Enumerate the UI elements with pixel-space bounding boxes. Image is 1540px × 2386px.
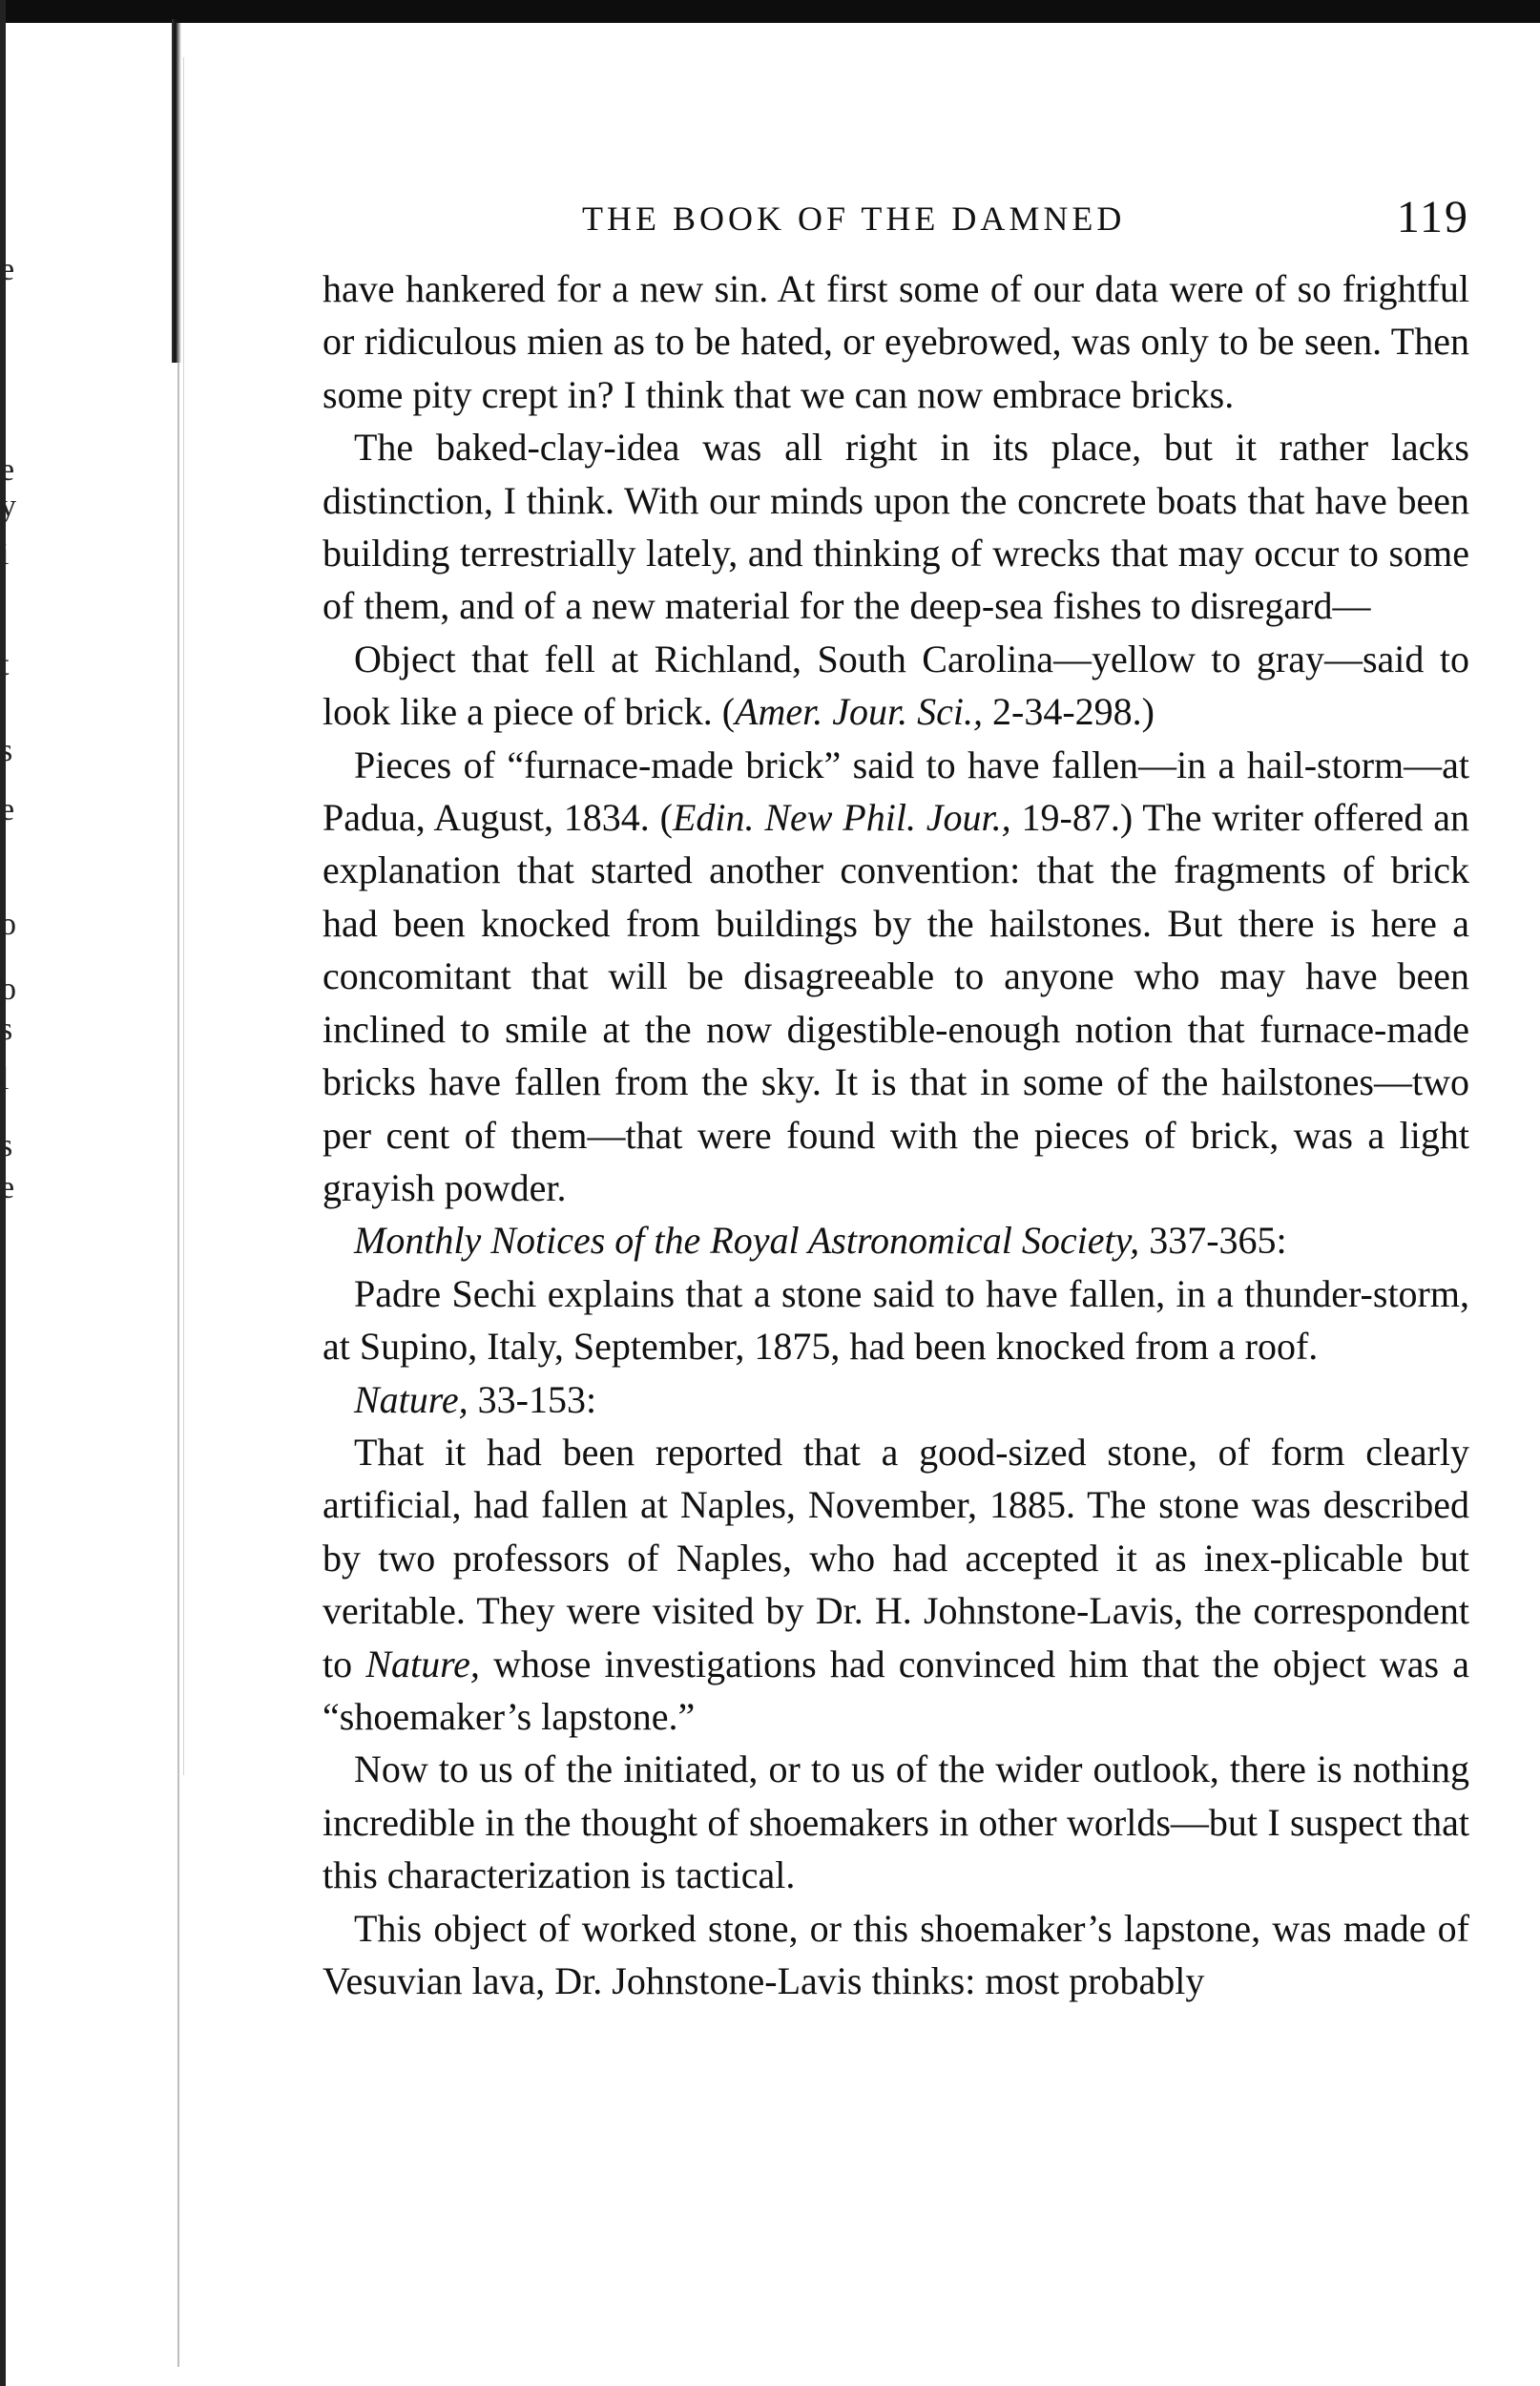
italic-citation: Nature, [365,1642,480,1685]
margin-letter: e [0,452,15,488]
margin-letter: e [0,1170,15,1205]
italic-citation: Edin. New Phil. Jour., [672,796,1011,840]
text-run: have hankered for a new sin. At first some of our data were of so frightful or ridiculous mien as to be hated, or eyebrowed, was only to be seen. Then some pity crept in? I think that we can now embrace bricks. [323,267,1469,416]
paragraph [323,1373,1469,1426]
paragraph [323,1743,1469,1901]
paragraph [323,262,1469,421]
page-number: 119 [1396,192,1469,242]
margin-letter: e [0,792,15,827]
text-run: 19-87.) The writer offered an explanation that started another convention: that the fragments of brick had been knocked from buildings by the hailstones. But there is here a concomitant that will be disagreeable to anyone who may have been inclined to smile at the now digestible-enough notion that furnace-made bricks have fallen from the sky. It is that in some of the hailstones—two per cent of them—that were found with the pieces of brick, was a light grayish powder. [323,796,1469,1209]
paragraph [323,421,1469,633]
page-top-shadow [0,0,1540,23]
book-spine-shadow [172,19,181,363]
margin-letter: t [0,647,10,682]
running-title: THE BOOK OF THE DAMNED [582,199,1126,238]
text-run: Pieces of “furnace-made brick” said to have fallen—in a hail-storm—at Padua, August, 1834. ( [323,743,1469,840]
text-run: 2-34-298.) [983,690,1155,734]
italic-citation: Nature, [354,1377,468,1421]
margin-letter: s [0,1012,13,1047]
paragraph [323,1267,1469,1373]
margin-letter: o [0,907,16,942]
margin-letter: e [0,252,15,287]
margin-letter: i [0,536,10,572]
text-run: Padre Sechi explains that a stone said to have fallen, in a thunder-storm, at Supino, Italy, September, 1875, had been knocked from a roof. [323,1271,1469,1369]
book-spine-line-secondary [183,57,184,1775]
paragraph [323,633,1469,739]
margin-letter: l [0,1061,10,1097]
text-run: Object that fell at Richland, South Carolina—yellow to gray—said to look like a piece of brick. ( [323,637,1469,734]
text-run: This object of worked stone, or this shoemaker’s lapstone, was made of Vesuvian lava, Dr. Johnstone-Lavis thinks: most probably [323,1906,1469,2002]
paragraph [323,739,1469,1215]
margin-letter: s [0,733,13,768]
book-spine-line [177,344,179,2367]
text-run: The baked-clay-idea was all right in its place, but it rather lacks distinction, I think. With our minds upon the concrete boats that have been building terrestrially lately, and thinking of wrecks that may occur to some of them, and of a new material for the deep-sea fishes to disregard— [323,426,1469,628]
text-run: 33-153: [468,1377,597,1421]
margin-letter: y [0,489,16,524]
text-run: That it had been reported that a good-sized stone, of form clearly artificial, had fallen at Naples, November, 1885. The stone was described by two professors of Naples, who had accepted it as inex-plicable but veritable. They were visited by Dr. H. Johnstone-Lavis, the correspondent to [323,1430,1469,1685]
margin-letter: o [0,972,16,1007]
paragraph [323,1902,1469,2008]
text-run: whose investigations had convinced him that the object was a “shoemaker’s lapstone.” [323,1642,1469,1738]
text-run: 337-365: [1139,1219,1287,1263]
italic-citation: Amer. Jour. Sci., [735,690,984,734]
body-text [323,262,1469,2007]
text-run: Now to us of the initiated, or to us of the wider outlook, there is nothing incredible in the thought of shoemakers in other worlds—but I suspect that this characterization is tactical. [323,1748,1469,1897]
paragraph [323,1214,1469,1266]
margin-letter: s [0,1128,13,1163]
paragraph [323,1426,1469,1743]
italic-citation: Monthly Notices of the Royal Astronomical Society, [354,1219,1140,1263]
page-header [324,191,1469,248]
